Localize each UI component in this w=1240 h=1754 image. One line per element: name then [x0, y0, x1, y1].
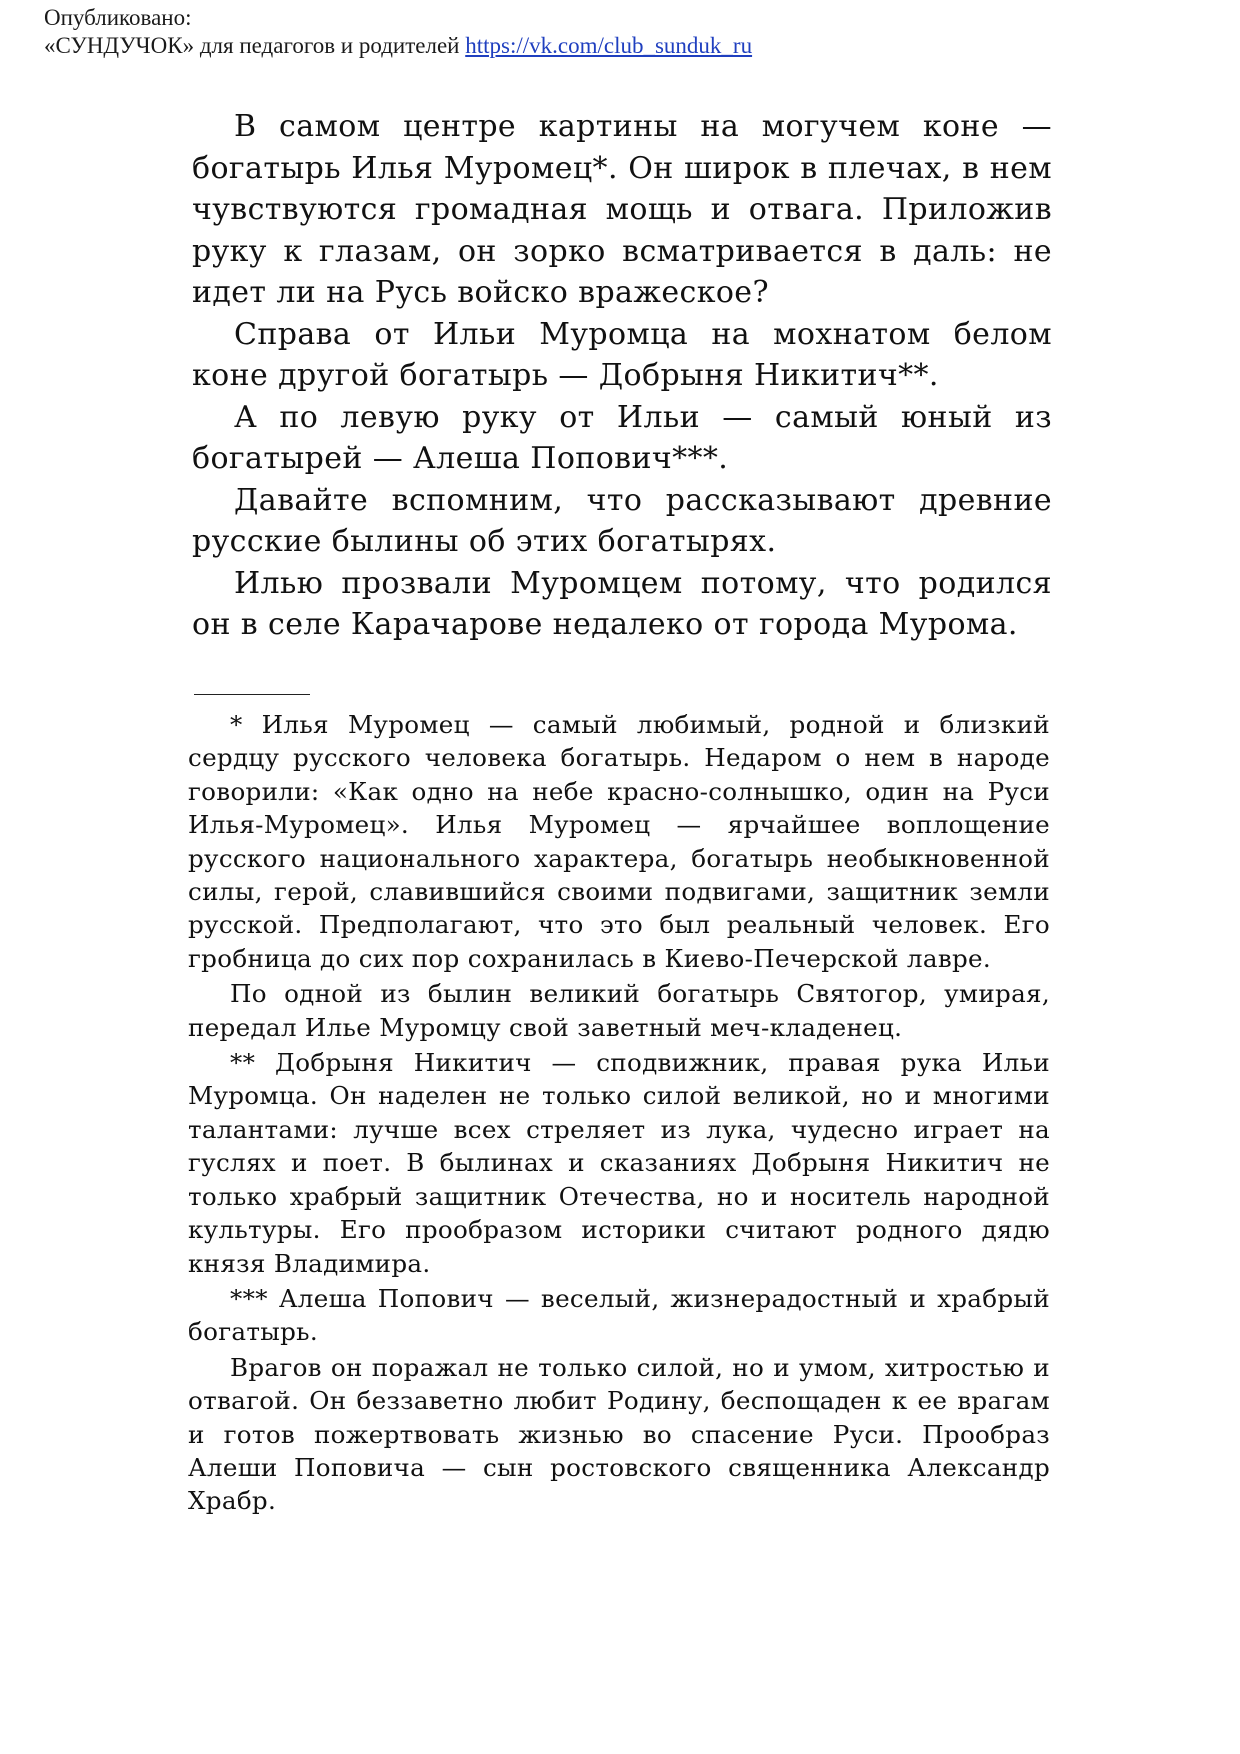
- main-text: [192, 106, 1052, 646]
- footnotes: [188, 708, 1050, 1518]
- main-paragraph-5: Илью прозвали Муромцем потому, что родился он в селе Карачарове недалеко от города Мурома.: [192, 565, 1052, 642]
- main-paragraph-1: В самом центре картины на могучем коне — богатырь Илья Муромец*. Он широк в плечах, в нем чувствуются громадная мощь и отвага. Приложив руку к глазам, он зорко всматривается в даль: не идет ли на Русь войско вражеское?: [192, 109, 1052, 310]
- footnote-ilya-sword: По одной из былин великий богатырь Святогор, умирая, передал Илье Муромцу свой заветный меч-кладенец.: [188, 979, 1050, 1042]
- main-paragraph-4: Давайте вспомним, что рассказывают древние русские былины об этих богатырях.: [192, 482, 1052, 559]
- footnote-dobrynya: ** Добрыня Никитич — сподвижник, правая рука Ильи Муромца. Он наделен не только силой великой, но и многими талантами: лучше всех стреляет из лука, чудесно играет на гуслях и поет. В былинах и сказаниях Добрыня Никитич не только храбрый защитник Отечества, но и носитель народной культуры. Его прообразом историки считают родного дядю князя Владимира.: [188, 1048, 1050, 1278]
- main-paragraph-3: А по левую руку от Ильи — самый юный из богатырей — Алеша Попович***.: [192, 399, 1052, 476]
- footnote-separator: [194, 694, 310, 695]
- publisher-link[interactable]: https://vk.com/club_sunduk_ru: [465, 33, 753, 58]
- footnote-ilya: * Илья Муромец — самый любимый, родной и близкий сердцу русского человека богатырь. Недаром о нем в народе говорили: «Как одно на небе красно-солнышко, один на Руси Илья-Муромец». Илья Муромец — ярчайшее воплощение русского национального характера, богатырь необыкновенной силы, герой, славившийся своими подвигами, защитник земли русской. Предполагают, что это был реальный человек. Его гробница до сих пор сохранилась в Киево-Печерской лавре.: [188, 710, 1050, 973]
- publisher-text: «СУНДУЧОК» для педагогов и родителей: [44, 33, 466, 58]
- footnote-alesha: *** Алеша Попович — веселый, жизнерадостный и храбрый богатырь.: [188, 1283, 1050, 1347]
- publication-header: [44, 4, 752, 60]
- main-paragraph-2: Справа от Ильи Муромца на мохнатом белом коне другой богатырь — Добрыня Никитич**.: [192, 316, 1052, 393]
- publisher-line: [44, 32, 752, 60]
- published-label: Опубликовано:: [44, 5, 192, 30]
- footnote-alesha-continued: Врагов он поражал не только силой, но и умом, хитростью и отвагой. Он беззаветно любит Родину, беспощаден к ее врагам и готов пожертвовать жизнью во спасение Руси. Прообраз Алеши Поповича — сын ростовского священника Александр Храбр.: [188, 1352, 1050, 1516]
